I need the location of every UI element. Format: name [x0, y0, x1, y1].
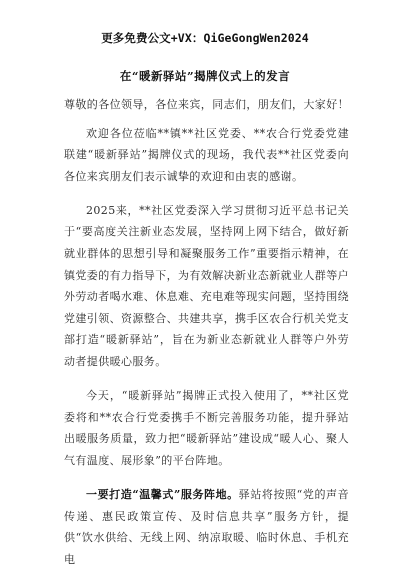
point-text: 驿站将按照“党的声音传递、惠民政策宣传、及时信息共享”服务方针，提供“饮水供给、无线上网、纳凉取暖、临时休息、手机充电: [64, 488, 349, 566]
paragraph-welcome: 欢迎各位莅临**镇**社区党委、**农合行党委党建联建“暖新驿站”揭牌仪式的现场，我代表**社区党委向各位来宾朋友们表示诚挚的欢迎和由衷的感谢。: [64, 126, 349, 183]
salutation: 尊敬的各位领导，各位来宾，同志们，朋友们，大家好！: [64, 98, 349, 111]
paragraph-today: 今天，“暖新驿站”揭牌正式投入使用了，**社区党委将和**农合行党委携手不断完善服务功能，提升驿站出暖服务质量，致力把“暖新驿站”建设成“暖人心、聚人气有温度、展形象”的平台阵地。: [64, 389, 349, 467]
document-header: 更多免费公文+VX：QiGeGongWen2024: [101, 31, 309, 45]
paragraph-background: 2025来，**社区党委深入学习贯彻习近平总书记关于“要高度关注新业态发展，坚持网上网下结合，做好新就业群体的思想引导和凝聚服务工作”重要指示精神，在镇党委的有力指导下，为有效解决新业态新就业人群等户外劳动者喝水难、休息难、充电难等现实问题，坚持围绕党建引领、资源整合、共建共享，携手区农合行机关党支部打造“暖新驿站”，旨在为新业态新就业人群等户外劳动者提供暖心服务。: [64, 203, 349, 369]
paragraph-first-point: [64, 484, 349, 570]
point-heading: 一要打造“温馨式”服务阵地。: [86, 488, 239, 501]
speech-title: 在“暖新驿站”揭牌仪式上的发言: [119, 69, 291, 83]
document-body: [64, 94, 349, 583]
